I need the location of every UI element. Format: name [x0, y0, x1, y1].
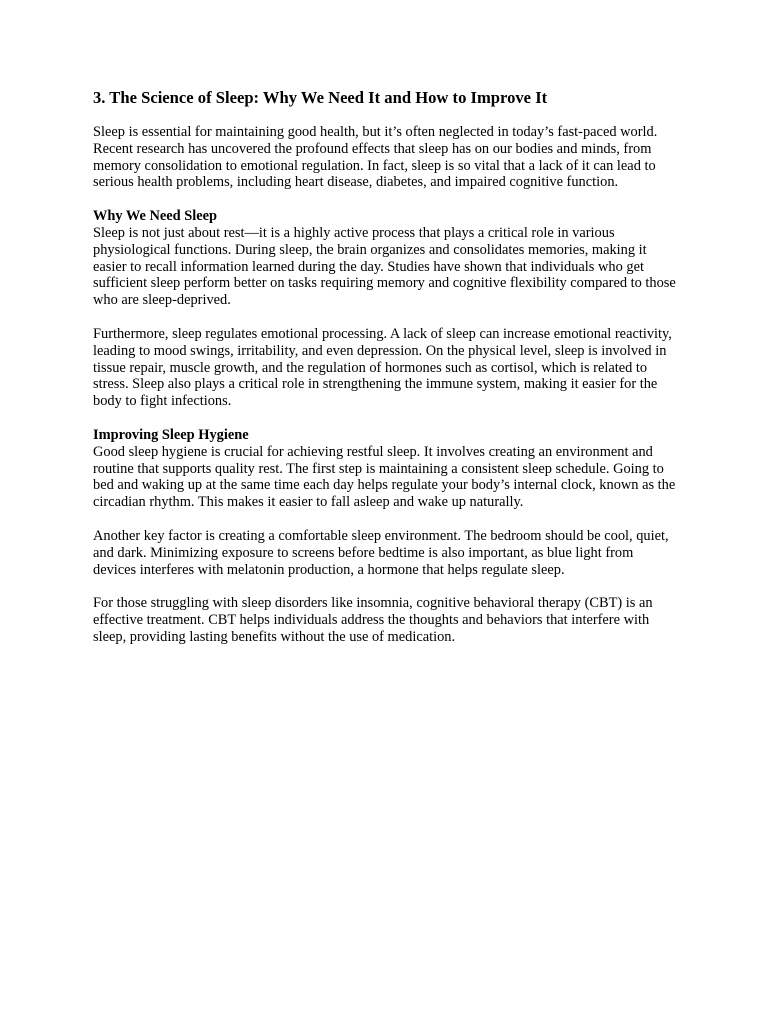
body-paragraph: Good sleep hygiene is crucial for achieving restful sleep. It involves creating an environment and routine that supports quality rest. The first step is maintaining a consistent sleep schedule. Going to bed and waking up at the same time each day helps regulate your body’s internal clock, known as the circadian rhythm. This makes it easier to fall asleep and wake up naturally.	[93, 443, 676, 511]
body-paragraph: Another key factor is creating a comfortable sleep environment. The bedroom should be cool, quiet, and dark. Minimizing exposure to screens before bedtime is also important, as blue light from devices interferes with melatonin production, a hormone that helps regulate sleep.	[93, 527, 669, 578]
page-title: 3. The Science of Sleep: Why We Need It and How to Improve It	[93, 88, 548, 107]
section-why-we-need-sleep	[93, 208, 678, 410]
section-heading: Improving Sleep Hygiene	[93, 426, 249, 443]
section-heading: Why We Need Sleep	[93, 208, 218, 225]
body-paragraph: For those struggling with sleep disorders like insomnia, cognitive behavioral therapy (CBT) is an effective treatment. CBT helps individuals address the thoughts and behaviors that interfere with sleep, providing lasting benefits without the use of medication.	[93, 595, 653, 645]
body-paragraph: Sleep is not just about rest—it is a highly active process that plays a critical role in various physiological functions. During sleep, the brain organizes and consolidates memories, making it easier to recall information learned during the day. Studies have shown that individuals who get sufficient sleep perform better on tasks requiring memory and cognitive flexibility compared to those who are sleep-deprived.	[93, 224, 676, 309]
intro-paragraph: Sleep is essential for maintaining good health, but it’s often neglected in today’s fast-paced world. Recent research has uncovered the profound effects that sleep has on our bodies and minds, from memory consolidation to emotional regulation. In fact, sleep is so vital that a lack of it can lead to serious health problems, including heart disease, diabetes, and impaired cognitive function.	[93, 124, 658, 191]
body-paragraph: Furthermore, sleep regulates emotional processing. A lack of sleep can increase emotional reactivity, leading to mood swings, irritability, and even depression. On the physical level, sleep is involved in tissue repair, muscle growth, and the regulation of hormones such as cortisol, which is related to stress. Sleep also plays a critical role in strengthening the immune system, making it easier for the body to fight infections.	[93, 325, 672, 410]
document-page	[93, 88, 678, 663]
section-improving-sleep-hygiene	[93, 427, 678, 646]
